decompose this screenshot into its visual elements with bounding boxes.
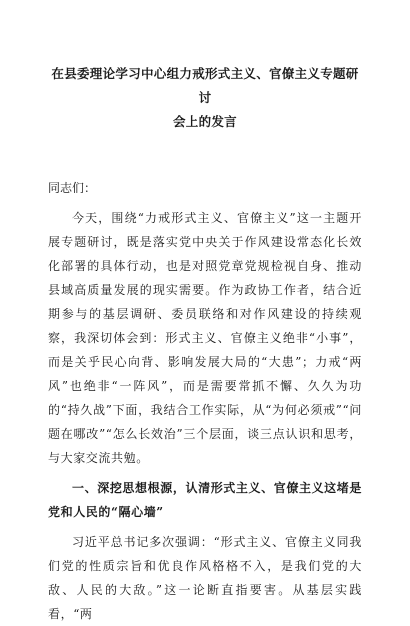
salutation: 同志们：: [48, 181, 97, 195]
paragraph-section-1: 习近平总书记多次强调：“形式主义、官僚主义同我们党的性质宗旨和优良作风格格不入，是我们党的大敌、人民的大敌。”这一论断直指要害。从基层实践看，“两: [48, 535, 362, 621]
document-title: [48, 62, 362, 134]
title-line-1: 在县委理论学习中心组力戒形式主义、官僚主义专题研讨: [51, 66, 359, 105]
section-heading-1: 一、深挖思想根源，认清形式主义、官僚主义这堵是党和人民的“隔心墙”: [48, 481, 362, 519]
title-line-2: 会上的发言: [172, 114, 237, 129]
paragraph-intro: 今天，围绕“力戒形式主义、官僚主义”这一主题开展专题研讨，既是落实党中央关于作风建设常态化长效化部署的具体行动，也是对照党章党规检视自身、推动县域高质量发展的现实需要。作为政协工作者，结合近期参与的基层调研、委员联络和对作风建设的持续观察，我深切体会到：形式主义、官僚主义绝非“小事”，而是关乎民心向背、影响发展大局的“大患”；力戒“两风”也绝非“一阵风”，而是需要常抓不懈、久久为功的“持久战”下面，我结合工作实际，从“为何必须戒”“问题在哪改”“怎么长效治”三个层面，谈三点认识和思考，与大家交流共勉。: [48, 211, 362, 465]
